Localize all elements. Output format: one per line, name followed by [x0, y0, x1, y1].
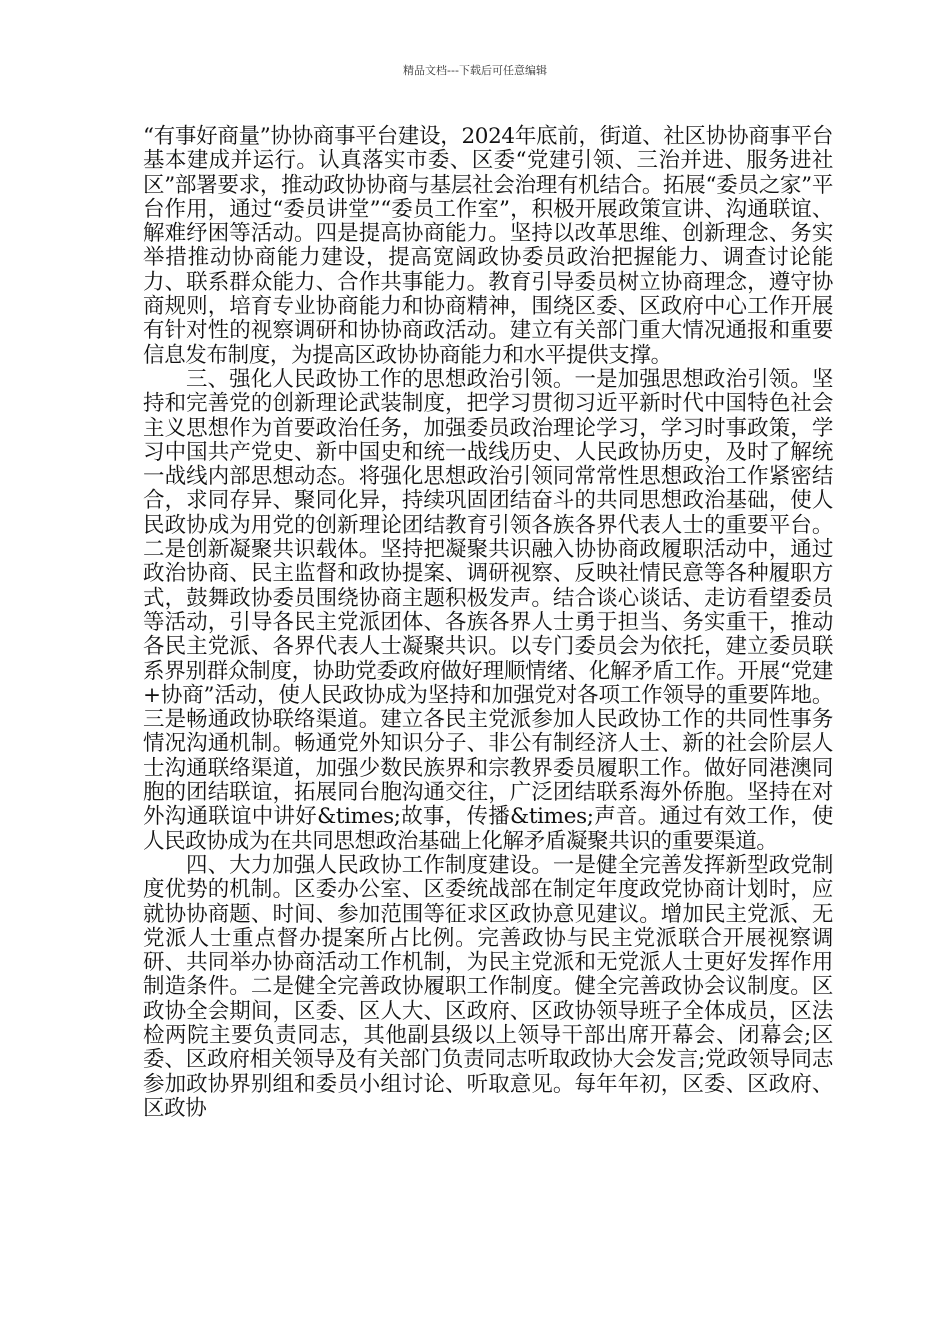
page-header: 精品文档---下载后可任意编辑	[403, 64, 547, 77]
paragraph-1: “有事好商量”协协商事平台建设，2024年底前，街道、社区协协商事平台基本建成并运行。认真落实市委、区委“党建引领、三治并进、服务进社区”部署要求，推动政协协商与基层社会治理有机结合。拓展“委员之家”平台作用，通过“委员讲堂”“委员工作室”，积极开展政策宣讲、沟通联谊、解难纾困等活动。四是提高协商能力。坚持以改革思维、创新理念、务实举措推动协商能力建设，提高宽阔政协委员政治把握能力、调查讨论能力、联系群众能力、合作共事能力。教育引导委员树立协商理念，遵守协商规则，培育专业协商能力和协商精神，围绕区委、区政府中心工作开展有针对性的视察调研和协协商政活动。建立有关部门重大情况通报和重要信息发布制度，为提高区政协协商能力和水平提供支撑。	[143, 124, 833, 368]
paragraph-2: 三、强化人民政协工作的思想政治引领。一是加强思想政治引领。坚持和完善党的创新理论武装制度，把学习贯彻习近平新时代中国特色社会主义思想作为首要政治任务，加强委员政治理论学习，学习时事政策，学习中国共产党史、新中国史和统一战线历史、人民政协历史，及时了解统一战线内部思想动态。将强化思想政治引领同常常性思想政治工作紧密结合，求同存异、聚同化异，持续巩固团结奋斗的共同思想政治基础，使人民政协成为用党的创新理论团结教育引领各族各界代表人士的重要平台。二是创新凝聚共识载体。坚持把凝聚共识融入协协商政履职活动中，通过政治协商、民主监督和政协提案、调研视察、反映社情民意等各种履职方式，鼓舞政协委员围绕协商主题积极发声。结合谈心谈话、走访看望委员等活动，引导各民主党派团体、各族各界人士勇于担当、务实重干，推动各民主党派、各界代表人士凝聚共识。以专门委员会为依托，建立委员联系界别群众制度，协助党委政府做好理顺情绪、化解矛盾工作。开展“党建+协商”活动，使人民政协成为坚持和加强党对各项工作领导的重要阵地。三是畅通政协联络渠道。建立各民主党派参加人民政协工作的共同性事务情况沟通机制。畅通党外知识分子、非公有制经济人士、新的社会阶层人士沟通联络渠道，加强少数民族界和宗教界委员履职工作。做好同港澳同胞的团结联谊，拓展同台胞沟通交往，广泛团结联系海外侨胞。坚持在对外沟通联谊中讲好&times;故事，传播&times;声音。通过有效工作，使人民政协成为在共同思想政治基础上化解矛盾凝聚共识的重要渠道。	[143, 366, 833, 854]
document-body	[143, 125, 833, 1121]
paragraph-3: 四、大力加强人民政协工作制度建设。一是健全完善发挥新型政党制度优势的机制。区委办公室、区委统战部在制定年度政党协商计划时，应就协协商题、时间、参加范围等征求区政协意见建议。增加民主党派、无党派人士重点督办提案所占比例。完善政协与民主党派联合开展视察调研、共同举办协商活动工作机制，为民主党派和无党派人士更好发挥作用制造条件。二是健全完善政协履职工作制度。健全完善政协会议制度。区政协全会期间，区委、区人大、区政府、区政协领导班子全体成员，区法检两院主要负责同志，其他副县级以上领导干部出席开幕会、闭幕会;区委、区政府相关领导及有关部门负责同志听取政协大会发言;党政领导同志参加政协界别组和委员小组讨论、听取意见。每年年初，区委、区政府、区政协	[143, 852, 833, 1121]
